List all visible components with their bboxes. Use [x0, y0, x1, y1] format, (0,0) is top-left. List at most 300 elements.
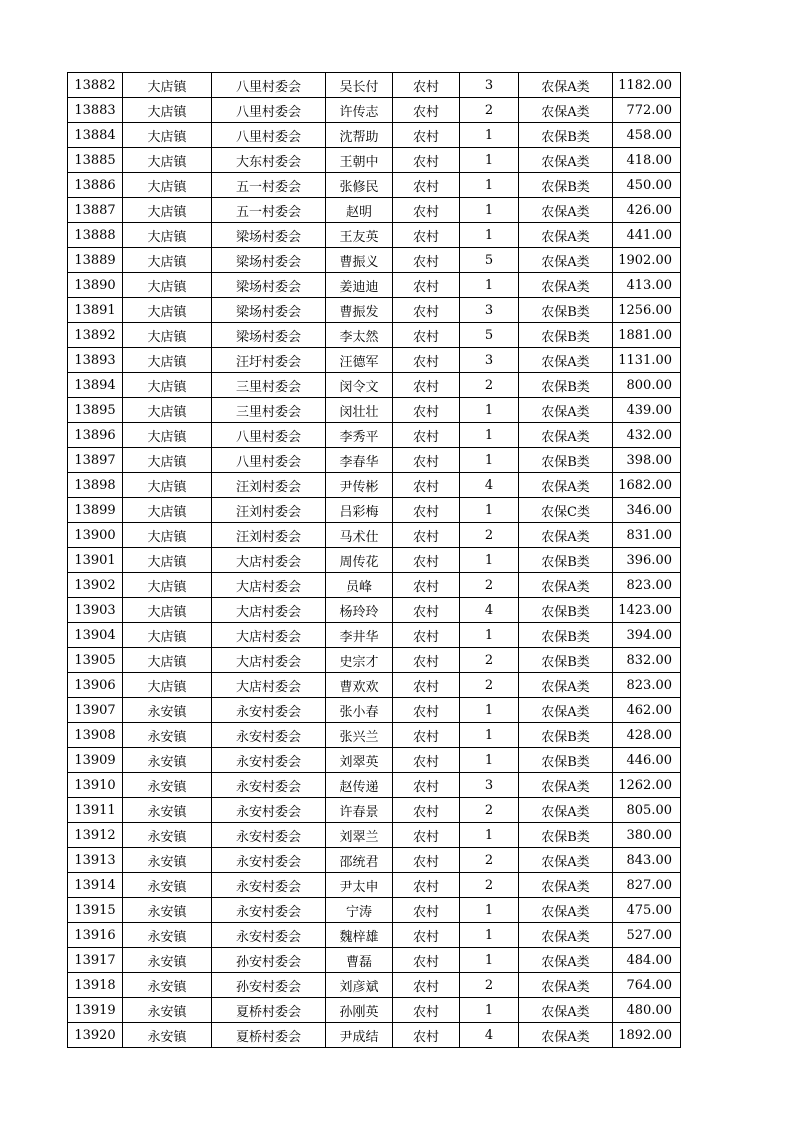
- insurance-category-cell: 农保B类: [519, 173, 613, 198]
- town-cell: 大店镇: [123, 248, 212, 273]
- insurance-category-cell: 农保A类: [519, 473, 613, 498]
- record-number-cell: 13913: [68, 848, 123, 873]
- insurance-category-cell: 农保A类: [519, 1023, 613, 1048]
- record-number-cell: 13902: [68, 573, 123, 598]
- town-cell: 永安镇: [123, 873, 212, 898]
- person-name-cell: 姜迪迪: [326, 273, 393, 298]
- person-name-cell: 曹欢欢: [326, 673, 393, 698]
- town-cell: 永安镇: [123, 773, 212, 798]
- household-type-cell: 农村: [393, 598, 460, 623]
- town-cell: 大店镇: [123, 348, 212, 373]
- town-cell: 永安镇: [123, 973, 212, 998]
- table-row: [68, 123, 681, 148]
- table-row: [68, 373, 681, 398]
- record-number-cell: 13918: [68, 973, 123, 998]
- household-type-cell: 农村: [393, 1023, 460, 1048]
- village-committee-cell: 八里村委会: [212, 98, 326, 123]
- table-row: [68, 823, 681, 848]
- insurance-category-cell: 农保B类: [519, 323, 613, 348]
- record-number-cell: 13882: [68, 73, 123, 98]
- table-row: [68, 723, 681, 748]
- insurance-category-cell: 农保B类: [519, 123, 613, 148]
- amount-cell: 1881.00: [613, 323, 681, 348]
- record-number-cell: 13905: [68, 648, 123, 673]
- village-committee-cell: 梁场村委会: [212, 273, 326, 298]
- record-number-cell: 13910: [68, 773, 123, 798]
- insurance-category-cell: 农保A类: [519, 198, 613, 223]
- amount-cell: 1892.00: [613, 1023, 681, 1048]
- household-type-cell: 农村: [393, 773, 460, 798]
- amount-cell: 439.00: [613, 398, 681, 423]
- person-name-cell: 曹振义: [326, 248, 393, 273]
- table-body: [68, 73, 681, 1048]
- record-number-cell: 13917: [68, 948, 123, 973]
- household-size-cell: 3: [460, 348, 519, 373]
- town-cell: 大店镇: [123, 498, 212, 523]
- person-name-cell: 李太然: [326, 323, 393, 348]
- person-name-cell: 张修民: [326, 173, 393, 198]
- household-size-cell: 1: [460, 198, 519, 223]
- person-name-cell: 沈帮助: [326, 123, 393, 148]
- amount-cell: 1131.00: [613, 348, 681, 373]
- person-name-cell: 尹太申: [326, 873, 393, 898]
- insurance-category-cell: 农保A类: [519, 148, 613, 173]
- town-cell: 大店镇: [123, 573, 212, 598]
- town-cell: 永安镇: [123, 948, 212, 973]
- table-row: [68, 898, 681, 923]
- household-size-cell: 4: [460, 598, 519, 623]
- person-name-cell: 刘翠英: [326, 748, 393, 773]
- household-size-cell: 3: [460, 773, 519, 798]
- village-committee-cell: 五一村委会: [212, 198, 326, 223]
- amount-cell: 346.00: [613, 498, 681, 523]
- table-row: [68, 473, 681, 498]
- town-cell: 大店镇: [123, 648, 212, 673]
- household-size-cell: 1: [460, 998, 519, 1023]
- amount-cell: 1182.00: [613, 73, 681, 98]
- village-committee-cell: 汪圩村委会: [212, 348, 326, 373]
- household-size-cell: 1: [460, 148, 519, 173]
- household-size-cell: 3: [460, 298, 519, 323]
- village-committee-cell: 梁场村委会: [212, 223, 326, 248]
- record-number-cell: 13903: [68, 598, 123, 623]
- household-size-cell: 2: [460, 373, 519, 398]
- amount-cell: 432.00: [613, 423, 681, 448]
- village-committee-cell: 大店村委会: [212, 573, 326, 598]
- record-number-cell: 13908: [68, 723, 123, 748]
- table-row: [68, 1023, 681, 1048]
- record-number-cell: 13911: [68, 798, 123, 823]
- amount-cell: 805.00: [613, 798, 681, 823]
- village-committee-cell: 梁场村委会: [212, 323, 326, 348]
- town-cell: 永安镇: [123, 798, 212, 823]
- village-committee-cell: 三里村委会: [212, 398, 326, 423]
- household-type-cell: 农村: [393, 748, 460, 773]
- town-cell: 永安镇: [123, 1023, 212, 1048]
- household-type-cell: 农村: [393, 473, 460, 498]
- insurance-category-cell: 农保C类: [519, 498, 613, 523]
- town-cell: 大店镇: [123, 173, 212, 198]
- household-size-cell: 1: [460, 123, 519, 148]
- village-committee-cell: 汪刘村委会: [212, 523, 326, 548]
- household-size-cell: 1: [460, 423, 519, 448]
- person-name-cell: 王友英: [326, 223, 393, 248]
- household-type-cell: 农村: [393, 548, 460, 573]
- household-size-cell: 2: [460, 873, 519, 898]
- person-name-cell: 许春景: [326, 798, 393, 823]
- person-name-cell: 赵明: [326, 198, 393, 223]
- household-type-cell: 农村: [393, 98, 460, 123]
- amount-cell: 484.00: [613, 948, 681, 973]
- village-committee-cell: 五一村委会: [212, 173, 326, 198]
- record-number-cell: 13897: [68, 448, 123, 473]
- person-name-cell: 张小春: [326, 698, 393, 723]
- village-committee-cell: 大店村委会: [212, 648, 326, 673]
- record-number-cell: 13889: [68, 248, 123, 273]
- record-number-cell: 13884: [68, 123, 123, 148]
- insurance-category-cell: 农保B类: [519, 373, 613, 398]
- amount-cell: 823.00: [613, 673, 681, 698]
- village-committee-cell: 永安村委会: [212, 773, 326, 798]
- household-type-cell: 农村: [393, 248, 460, 273]
- household-type-cell: 农村: [393, 923, 460, 948]
- person-name-cell: 曹振发: [326, 298, 393, 323]
- record-number-cell: 13886: [68, 173, 123, 198]
- record-number-cell: 13912: [68, 823, 123, 848]
- town-cell: 大店镇: [123, 523, 212, 548]
- household-type-cell: 农村: [393, 223, 460, 248]
- household-size-cell: 2: [460, 523, 519, 548]
- household-size-cell: 1: [460, 548, 519, 573]
- insurance-category-cell: 农保B类: [519, 648, 613, 673]
- person-name-cell: 刘翠兰: [326, 823, 393, 848]
- amount-cell: 772.00: [613, 98, 681, 123]
- table-row: [68, 148, 681, 173]
- table-row: [68, 273, 681, 298]
- table-row: [68, 673, 681, 698]
- household-size-cell: 5: [460, 323, 519, 348]
- table-row: [68, 923, 681, 948]
- household-size-cell: 1: [460, 723, 519, 748]
- record-number-cell: 13896: [68, 423, 123, 448]
- person-name-cell: 尹传彬: [326, 473, 393, 498]
- amount-cell: 413.00: [613, 273, 681, 298]
- record-number-cell: 13892: [68, 323, 123, 348]
- town-cell: 大店镇: [123, 398, 212, 423]
- record-number-cell: 13916: [68, 923, 123, 948]
- table-row: [68, 423, 681, 448]
- insurance-category-cell: 农保A类: [519, 948, 613, 973]
- town-cell: 大店镇: [123, 223, 212, 248]
- insurance-category-cell: 农保A类: [519, 398, 613, 423]
- village-committee-cell: 大东村委会: [212, 148, 326, 173]
- household-type-cell: 农村: [393, 723, 460, 748]
- amount-cell: 398.00: [613, 448, 681, 473]
- record-number-cell: 13906: [68, 673, 123, 698]
- table-row: [68, 448, 681, 473]
- record-number-cell: 13891: [68, 298, 123, 323]
- household-type-cell: 农村: [393, 798, 460, 823]
- town-cell: 大店镇: [123, 323, 212, 348]
- town-cell: 大店镇: [123, 373, 212, 398]
- village-committee-cell: 永安村委会: [212, 748, 326, 773]
- household-type-cell: 农村: [393, 623, 460, 648]
- insurance-category-cell: 农保B类: [519, 448, 613, 473]
- household-type-cell: 农村: [393, 948, 460, 973]
- household-type-cell: 农村: [393, 873, 460, 898]
- person-name-cell: 尹成结: [326, 1023, 393, 1048]
- household-type-cell: 农村: [393, 198, 460, 223]
- amount-cell: 458.00: [613, 123, 681, 148]
- insurance-category-cell: 农保B类: [519, 598, 613, 623]
- insurance-category-cell: 农保A类: [519, 273, 613, 298]
- town-cell: 大店镇: [123, 298, 212, 323]
- village-committee-cell: 永安村委会: [212, 873, 326, 898]
- insurance-category-cell: 农保A类: [519, 898, 613, 923]
- amount-cell: 1902.00: [613, 248, 681, 273]
- town-cell: 大店镇: [123, 473, 212, 498]
- town-cell: 大店镇: [123, 623, 212, 648]
- household-size-cell: 1: [460, 823, 519, 848]
- insurance-category-cell: 农保A类: [519, 923, 613, 948]
- household-type-cell: 农村: [393, 498, 460, 523]
- household-type-cell: 农村: [393, 998, 460, 1023]
- person-name-cell: 闵壮壮: [326, 398, 393, 423]
- household-size-cell: 1: [460, 698, 519, 723]
- town-cell: 永安镇: [123, 698, 212, 723]
- record-number-cell: 13915: [68, 898, 123, 923]
- insurance-category-cell: 农保B类: [519, 298, 613, 323]
- insurance-category-cell: 农保A类: [519, 223, 613, 248]
- village-committee-cell: 八里村委会: [212, 73, 326, 98]
- household-size-cell: 5: [460, 248, 519, 273]
- household-size-cell: 1: [460, 448, 519, 473]
- household-type-cell: 农村: [393, 298, 460, 323]
- person-name-cell: 曹磊: [326, 948, 393, 973]
- household-size-cell: 2: [460, 673, 519, 698]
- table-row: [68, 798, 681, 823]
- household-type-cell: 农村: [393, 673, 460, 698]
- record-number-cell: 13900: [68, 523, 123, 548]
- record-number-cell: 13883: [68, 98, 123, 123]
- household-size-cell: 2: [460, 798, 519, 823]
- town-cell: 永安镇: [123, 998, 212, 1023]
- amount-cell: 426.00: [613, 198, 681, 223]
- amount-cell: 527.00: [613, 923, 681, 948]
- household-type-cell: 农村: [393, 523, 460, 548]
- amount-cell: 764.00: [613, 973, 681, 998]
- amount-cell: 832.00: [613, 648, 681, 673]
- person-name-cell: 吴长付: [326, 73, 393, 98]
- household-type-cell: 农村: [393, 273, 460, 298]
- insurance-category-cell: 农保A类: [519, 848, 613, 873]
- household-type-cell: 农村: [393, 898, 460, 923]
- table-row: [68, 623, 681, 648]
- household-size-cell: 2: [460, 98, 519, 123]
- amount-cell: 827.00: [613, 873, 681, 898]
- record-number-cell: 13901: [68, 548, 123, 573]
- person-name-cell: 员峰: [326, 573, 393, 598]
- person-name-cell: 魏梓雄: [326, 923, 393, 948]
- insurance-category-cell: 农保A类: [519, 798, 613, 823]
- town-cell: 永安镇: [123, 898, 212, 923]
- amount-cell: 843.00: [613, 848, 681, 873]
- amount-cell: 475.00: [613, 898, 681, 923]
- record-number-cell: 13914: [68, 873, 123, 898]
- person-name-cell: 史宗才: [326, 648, 393, 673]
- insurance-category-cell: 农保A类: [519, 573, 613, 598]
- village-committee-cell: 永安村委会: [212, 723, 326, 748]
- town-cell: 永安镇: [123, 723, 212, 748]
- village-committee-cell: 永安村委会: [212, 698, 326, 723]
- table-row: [68, 748, 681, 773]
- insurance-category-cell: 农保A类: [519, 873, 613, 898]
- household-size-cell: 4: [460, 473, 519, 498]
- person-name-cell: 马术仕: [326, 523, 393, 548]
- record-number-cell: 13904: [68, 623, 123, 648]
- town-cell: 永安镇: [123, 823, 212, 848]
- household-size-cell: 2: [460, 973, 519, 998]
- household-type-cell: 农村: [393, 698, 460, 723]
- person-name-cell: 闵令文: [326, 373, 393, 398]
- village-committee-cell: 汪刘村委会: [212, 498, 326, 523]
- person-name-cell: 赵传递: [326, 773, 393, 798]
- insurance-category-cell: 农保A类: [519, 98, 613, 123]
- household-size-cell: 1: [460, 923, 519, 948]
- household-size-cell: 1: [460, 273, 519, 298]
- person-name-cell: 邵统君: [326, 848, 393, 873]
- record-number-cell: 13887: [68, 198, 123, 223]
- town-cell: 大店镇: [123, 448, 212, 473]
- village-committee-cell: 梁场村委会: [212, 298, 326, 323]
- insurance-category-cell: 农保A类: [519, 698, 613, 723]
- village-committee-cell: 永安村委会: [212, 823, 326, 848]
- record-number-cell: 13899: [68, 498, 123, 523]
- household-type-cell: 农村: [393, 398, 460, 423]
- household-size-cell: 1: [460, 948, 519, 973]
- amount-cell: 831.00: [613, 523, 681, 548]
- household-type-cell: 农村: [393, 148, 460, 173]
- town-cell: 大店镇: [123, 98, 212, 123]
- village-committee-cell: 夏桥村委会: [212, 998, 326, 1023]
- village-committee-cell: 大店村委会: [212, 598, 326, 623]
- village-committee-cell: 三里村委会: [212, 373, 326, 398]
- village-committee-cell: 永安村委会: [212, 923, 326, 948]
- record-number-cell: 13898: [68, 473, 123, 498]
- household-type-cell: 农村: [393, 423, 460, 448]
- household-size-cell: 2: [460, 648, 519, 673]
- town-cell: 大店镇: [123, 198, 212, 223]
- table-row: [68, 223, 681, 248]
- household-type-cell: 农村: [393, 573, 460, 598]
- village-committee-cell: 八里村委会: [212, 448, 326, 473]
- amount-cell: 441.00: [613, 223, 681, 248]
- table-row: [68, 598, 681, 623]
- village-committee-cell: 永安村委会: [212, 898, 326, 923]
- person-name-cell: 张兴兰: [326, 723, 393, 748]
- table-row: [68, 398, 681, 423]
- record-number-cell: 13920: [68, 1023, 123, 1048]
- table-row: [68, 348, 681, 373]
- amount-cell: 380.00: [613, 823, 681, 848]
- table-row: [68, 698, 681, 723]
- table-row: [68, 248, 681, 273]
- table-row: [68, 548, 681, 573]
- person-name-cell: 许传志: [326, 98, 393, 123]
- person-name-cell: 李春华: [326, 448, 393, 473]
- amount-cell: 823.00: [613, 573, 681, 598]
- household-size-cell: 1: [460, 223, 519, 248]
- village-committee-cell: 大店村委会: [212, 548, 326, 573]
- table-row: [68, 873, 681, 898]
- insurance-category-cell: 农保B类: [519, 623, 613, 648]
- town-cell: 大店镇: [123, 673, 212, 698]
- insurance-category-cell: 农保A类: [519, 248, 613, 273]
- roster-table: [67, 72, 681, 1048]
- town-cell: 大店镇: [123, 73, 212, 98]
- household-size-cell: 1: [460, 498, 519, 523]
- household-size-cell: 1: [460, 398, 519, 423]
- person-name-cell: 汪德军: [326, 348, 393, 373]
- insurance-category-cell: 农保B类: [519, 748, 613, 773]
- person-name-cell: 李秀平: [326, 423, 393, 448]
- table-row: [68, 973, 681, 998]
- table-row: [68, 73, 681, 98]
- table-row: [68, 173, 681, 198]
- table-row: [68, 773, 681, 798]
- person-name-cell: 孙刚英: [326, 998, 393, 1023]
- insurance-category-cell: 农保A类: [519, 73, 613, 98]
- amount-cell: 418.00: [613, 148, 681, 173]
- household-type-cell: 农村: [393, 173, 460, 198]
- household-type-cell: 农村: [393, 648, 460, 673]
- village-committee-cell: 孙安村委会: [212, 973, 326, 998]
- insurance-category-cell: 农保A类: [519, 348, 613, 373]
- table-row: [68, 298, 681, 323]
- amount-cell: 480.00: [613, 998, 681, 1023]
- household-size-cell: 1: [460, 173, 519, 198]
- record-number-cell: 13907: [68, 698, 123, 723]
- person-name-cell: 杨玲玲: [326, 598, 393, 623]
- table-row: [68, 648, 681, 673]
- household-size-cell: 2: [460, 573, 519, 598]
- town-cell: 大店镇: [123, 148, 212, 173]
- table-row: [68, 573, 681, 598]
- village-committee-cell: 大店村委会: [212, 623, 326, 648]
- village-committee-cell: 梁场村委会: [212, 248, 326, 273]
- town-cell: 永安镇: [123, 748, 212, 773]
- person-name-cell: 周传花: [326, 548, 393, 573]
- amount-cell: 428.00: [613, 723, 681, 748]
- household-size-cell: 4: [460, 1023, 519, 1048]
- table-row: [68, 198, 681, 223]
- village-committee-cell: 孙安村委会: [212, 948, 326, 973]
- person-name-cell: 王朝中: [326, 148, 393, 173]
- record-number-cell: 13895: [68, 398, 123, 423]
- village-committee-cell: 汪刘村委会: [212, 473, 326, 498]
- amount-cell: 800.00: [613, 373, 681, 398]
- town-cell: 大店镇: [123, 423, 212, 448]
- town-cell: 永安镇: [123, 848, 212, 873]
- household-type-cell: 农村: [393, 73, 460, 98]
- record-number-cell: 13890: [68, 273, 123, 298]
- record-number-cell: 13893: [68, 348, 123, 373]
- person-name-cell: 刘彦斌: [326, 973, 393, 998]
- village-committee-cell: 夏桥村委会: [212, 1023, 326, 1048]
- household-type-cell: 农村: [393, 448, 460, 473]
- person-name-cell: 李井华: [326, 623, 393, 648]
- amount-cell: 1682.00: [613, 473, 681, 498]
